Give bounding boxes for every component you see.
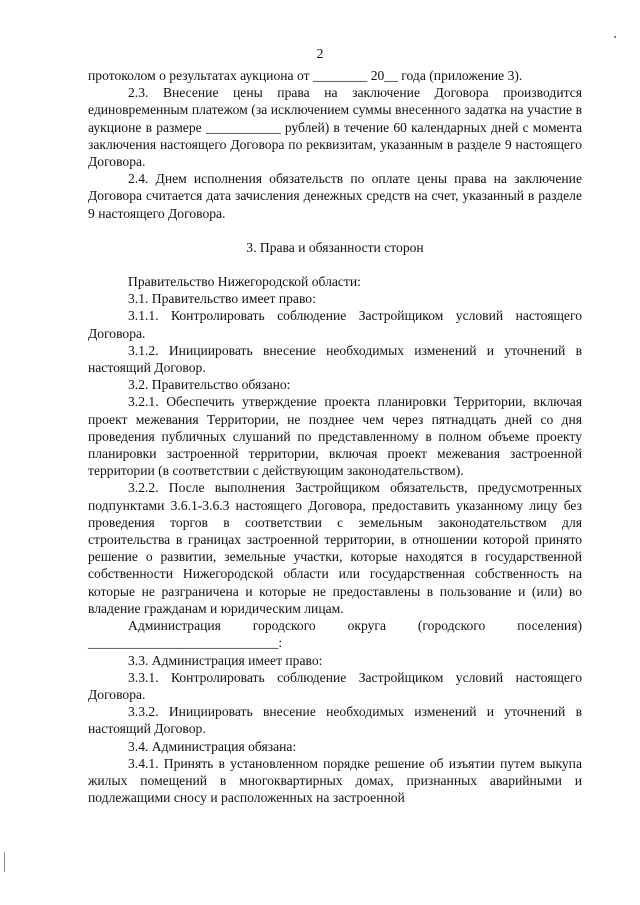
page-number: 2: [316, 47, 324, 62]
paragraph-3-1-2: 3.1.2. Инициировать внесение необходимых изменений и уточнений в настоящий Договор.: [88, 342, 582, 376]
paragraph-administration: Администрация городского округа (городского поселения) ____________________________:: [88, 618, 582, 651]
paragraph-3-4: 3.4. Администрация обязана:: [128, 738, 297, 754]
paragraph-3-2-1: 3.2.1. Обеспечить утверждение проекта планировки Территории, включая проект межевания Территории, не позднее чем через пятнадцать дней со дня проведения публичных слушаний по представленному в полном объеме проекту планировки застроенной территории, включая проект межевания застроенной территории (в соответствии с действующим законодательством).: [88, 394, 582, 479]
paragraph-2-3: 2.3. Внесение цены права на заключение Договора производится единовременным платежом (за исключением суммы внесенного задатка на участие в аукционе в размере ___________ рублей) в течение 60 календарных дней с момента заключения настоящего Договора по реквизитам, указанным в разделе 9 настоящего Договора.: [88, 85, 582, 170]
section-heading: 3. Права и обязанности сторон: [246, 239, 424, 255]
paragraph-3-4-1: 3.4.1. Принять в установленном порядке решение об изъятии путем выкупа жилых помещений в многоквартирных домах, признанных аварийными и подлежащими сносу и расположенных на застроенной: [88, 755, 582, 806]
paragraph-3-1-1: 3.1.1. Контролировать соблюдение Застройщиком условий настоящего Договора.: [88, 308, 582, 341]
paragraph-3-2: 3.2. Правительство обязано:: [128, 377, 291, 393]
paragraph-2-4: 2.4. Днем исполнения обязательств по оплате цены права на заключение Договора считается дата зачисления денежных средств на счет, указанный в разделе 9 настоящего Договора.: [88, 171, 582, 221]
paragraph-3-2-2: 3.2.2. После выполнения Застройщиком обязательств, предусмотренных подпунктами 3.6.1-3.6.3 настоящего Договора, предоставить указанному лицу без проведения торгов в соответствии с земельным законодательством для строительства в границах застроенной территории, в отношении которой принято решение о развитии, земельные участки, которые находятся в государственной собственности Нижегородской области или государственная собственность на которые не разграничена и которые не предоставлены в пользование и (или) во владение гражданам и юридическим лицам.: [88, 480, 582, 616]
paragraph-3-3-1: 3.3.1. Контролировать соблюдение Застройщиком условий настоящего Договора.: [88, 669, 582, 702]
document-body: [88, 67, 582, 806]
paragraph-government: Правительство Нижегородской области:: [128, 274, 361, 290]
paragraph-3-3: 3.3. Администрация имеет право:: [128, 652, 323, 668]
paragraph-auction-protocol: протоколом о результатах аукциона от ________ 20__ года (приложение 3).: [88, 68, 523, 83]
paragraph-3-1: 3.1. Правительство имеет право:: [128, 291, 316, 307]
scan-speck: [614, 36, 616, 38]
paragraph-3-3-2: 3.3.2. Инициировать внесение необходимых изменений и уточнений в настоящий Договор.: [88, 704, 582, 737]
scan-edge: [4, 852, 5, 872]
